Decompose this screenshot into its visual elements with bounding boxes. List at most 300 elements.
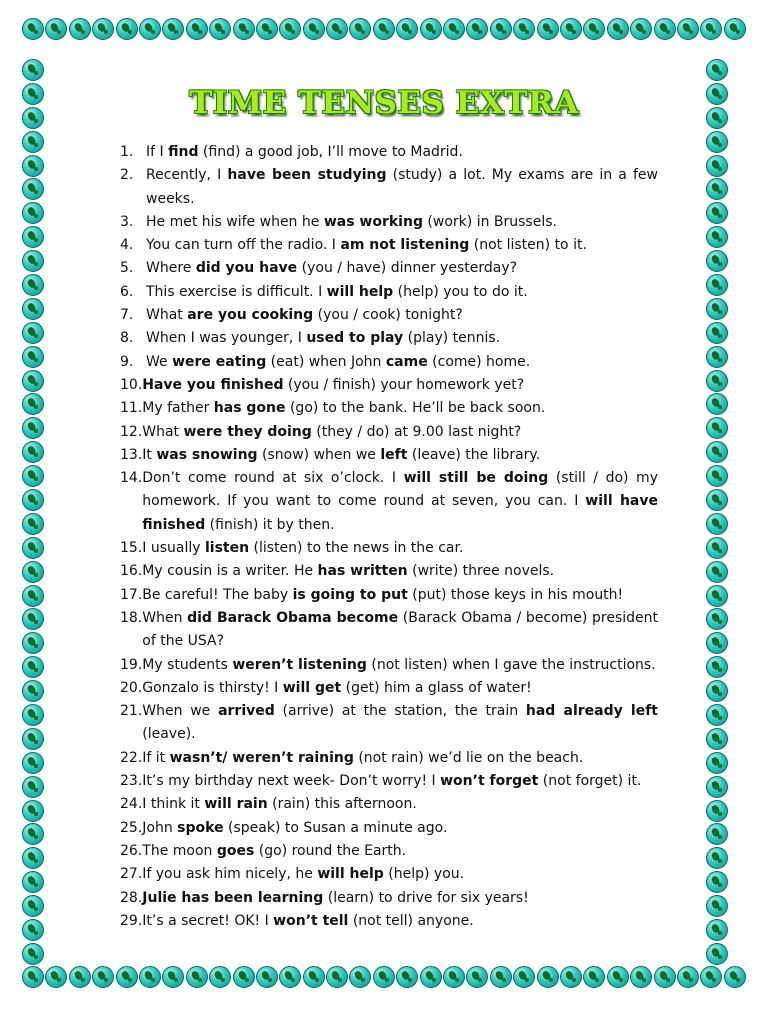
- exercise-number: 4.: [120, 237, 134, 254]
- globe-icon: [326, 966, 348, 988]
- sentence-text: I think it: [142, 796, 205, 813]
- sentence-text: It’s a secret! OK! I: [142, 912, 274, 929]
- globe-icon: [443, 966, 465, 988]
- globe-icon: [706, 346, 728, 368]
- globe-icon: [22, 226, 44, 248]
- globe-icon: [420, 966, 442, 988]
- sentence-text: (finish) it by then.: [205, 516, 335, 533]
- sentence-text: (still / do) my homework. If you want to come round at seven, you can. I: [142, 470, 658, 510]
- page-title: TIME TENSES EXTRA: [189, 85, 579, 121]
- globe-icon: [706, 704, 728, 726]
- globe-icon: [22, 752, 44, 774]
- exercise-item: [120, 863, 658, 886]
- globe-icon: [22, 322, 44, 344]
- globe-icon: [22, 155, 44, 177]
- answer-text: will help: [317, 866, 384, 883]
- exercise-number: 1.: [120, 144, 134, 160]
- globe-icon: [22, 178, 44, 200]
- exercise-number: 25.: [120, 819, 143, 836]
- answer-text: have been studying: [227, 167, 387, 184]
- globe-icon: [22, 370, 44, 392]
- globe-icon: [677, 18, 699, 40]
- globe-icon: [139, 966, 161, 988]
- sentence-text: You can turn off the radio. I: [146, 237, 341, 254]
- exercise-item: [120, 910, 658, 933]
- sentence-text: (go) round the Earth.: [254, 842, 407, 859]
- answer-text: has written: [317, 563, 408, 580]
- globe-icon: [303, 966, 325, 988]
- exercise-number: 28.: [120, 889, 143, 906]
- exercise-number: 5.: [120, 260, 134, 277]
- sentence-text: Don’t come round at six o’clock. I: [142, 470, 404, 487]
- globe-icon: [706, 847, 728, 869]
- globe-icon: [700, 18, 722, 40]
- exercise-sentence: [142, 840, 658, 863]
- globe-icon: [706, 632, 728, 654]
- sentence-text: What: [142, 423, 184, 440]
- sentence-text: If you ask him nicely, he: [142, 866, 318, 883]
- globe-icon: [349, 18, 371, 40]
- sentence-text: My students: [142, 656, 233, 673]
- globe-icon: [22, 441, 44, 463]
- sentence-text: (rain) this afternoon.: [267, 796, 417, 813]
- globe-icon: [326, 18, 348, 40]
- sentence-text: (not tell) anyone.: [348, 912, 474, 929]
- globe-icon: [706, 776, 728, 798]
- exercise-sentence: [142, 560, 658, 583]
- exercise-item: [120, 281, 658, 304]
- answer-text: were they doing: [183, 423, 312, 440]
- exercise-sentence: [146, 304, 658, 327]
- globe-icon: [22, 943, 44, 965]
- globe-icon: [706, 489, 728, 511]
- globe-icon: [706, 537, 728, 559]
- sentence-text: (help) you.: [383, 866, 465, 883]
- exercise-sentence: [146, 141, 658, 164]
- globe-icon: [706, 895, 728, 917]
- globe-icon: [209, 18, 231, 40]
- globe-icon: [22, 131, 44, 153]
- globe-icon: [706, 871, 728, 893]
- sentence-text: He met his wife when he: [146, 213, 324, 230]
- globe-icon: [724, 18, 746, 40]
- answer-text: will get: [282, 679, 342, 696]
- globe-icon: [706, 322, 728, 344]
- sentence-text: (write) three novels.: [407, 563, 555, 580]
- exercise-number: 3.: [120, 213, 134, 230]
- globe-icon: [45, 18, 67, 40]
- globe-icon: [69, 18, 91, 40]
- exercise-number: 17.: [120, 586, 143, 603]
- globe-icon: [233, 18, 255, 40]
- exercise-number: 13.: [120, 446, 143, 463]
- exercise-item: [120, 444, 658, 467]
- globe-icon: [607, 18, 629, 40]
- exercise-number: 2.: [120, 167, 134, 184]
- globe-icon: [706, 178, 728, 200]
- answer-text: did Barack Obama become: [187, 609, 399, 626]
- globe-icon: [22, 393, 44, 415]
- exercise-number: 18.: [120, 609, 143, 626]
- exercise-item: [120, 747, 658, 770]
- globe-border-top: [22, 18, 746, 58]
- sentence-text: It: [142, 446, 157, 463]
- globe-icon: [396, 966, 418, 988]
- sentence-text: (work) in Brussels.: [422, 213, 557, 230]
- answer-text: wasn’t/ weren’t raining: [169, 749, 354, 766]
- globe-icon: [560, 18, 582, 40]
- globe-icon: [607, 966, 629, 988]
- exercise-item: [120, 770, 658, 793]
- globe-icon: [162, 966, 184, 988]
- sentence-text: Where: [146, 260, 196, 277]
- exercise-sentence: [142, 607, 658, 654]
- globe-icon: [706, 561, 728, 583]
- exercise-item: [120, 654, 658, 677]
- sentence-text: The moon: [142, 842, 217, 859]
- globe-icon: [186, 966, 208, 988]
- globe-icon: [22, 465, 44, 487]
- exercise-sentence: [142, 397, 658, 420]
- exercise-sentence: [142, 770, 658, 793]
- globe-icon: [706, 250, 728, 272]
- sentence-text: (get) him a glass of water!: [341, 679, 532, 696]
- globe-icon: [443, 18, 465, 40]
- exercise-number: 24.: [120, 796, 143, 813]
- exercise-item: [120, 257, 658, 280]
- sentence-text: (speak) to Susan a minute ago.: [223, 819, 448, 836]
- globe-icon: [706, 800, 728, 822]
- globe-icon: [22, 728, 44, 750]
- globe-icon: [22, 919, 44, 941]
- answer-text: is going to put: [292, 586, 408, 603]
- globe-icon: [706, 728, 728, 750]
- globe-icon: [560, 966, 582, 988]
- globe-icon: [22, 298, 44, 320]
- sentence-text: My cousin is a writer. He: [142, 563, 318, 580]
- globe-border-bottom: [22, 966, 746, 1006]
- exercise-sentence: [142, 910, 658, 933]
- exercise-sentence: [146, 234, 658, 257]
- globe-icon: [186, 18, 208, 40]
- exercise-item: [120, 607, 658, 654]
- globe-icon: [22, 202, 44, 224]
- sentence-text: (go) to the bank. He’ll be back soon.: [285, 400, 546, 417]
- exercise-sentence: [142, 467, 658, 537]
- answer-text: arrived: [218, 703, 275, 720]
- exercise-number: 6.: [120, 283, 134, 300]
- sentence-text: When I was younger, I: [146, 330, 307, 347]
- globe-icon: [22, 632, 44, 654]
- sentence-text: I usually: [142, 540, 205, 557]
- exercise-sentence: [146, 211, 658, 234]
- globe-icon: [583, 966, 605, 988]
- globe-icon: [69, 966, 91, 988]
- globe-icon: [706, 943, 728, 965]
- exercise-item: [120, 211, 658, 234]
- globe-icon: [706, 274, 728, 296]
- globe-icon: [22, 823, 44, 845]
- globe-icon: [706, 823, 728, 845]
- globe-icon: [162, 18, 184, 40]
- answer-text: used to play: [306, 330, 404, 347]
- globe-icon: [724, 966, 746, 988]
- globe-icon: [706, 656, 728, 678]
- exercise-item: [120, 700, 658, 747]
- exercise-sentence: [142, 421, 658, 444]
- globe-icon: [373, 18, 395, 40]
- globe-icon: [22, 417, 44, 439]
- answer-text: had already left: [525, 703, 658, 720]
- exercise-number: 16.: [120, 563, 143, 580]
- exercise-item: [120, 677, 658, 700]
- answer-text: are you cooking: [187, 307, 314, 324]
- sentence-text: (they / do) at 9.00 last night?: [311, 423, 522, 440]
- exercise-number: 15.: [120, 540, 143, 557]
- globe-icon: [706, 441, 728, 463]
- globe-icon: [706, 608, 728, 630]
- globe-icon: [706, 59, 728, 81]
- exercise-number: 7.: [120, 307, 134, 324]
- answer-text: find: [168, 144, 199, 160]
- globe-icon: [466, 18, 488, 40]
- sentence-text: (not forget) it.: [538, 773, 642, 790]
- globe-icon: [706, 298, 728, 320]
- exercise-sentence: [146, 351, 658, 374]
- globe-icon: [256, 18, 278, 40]
- answer-text: weren’t listening: [232, 656, 367, 673]
- sentence-text: (leave).: [142, 726, 196, 743]
- exercise-number: 12.: [120, 423, 143, 440]
- globe-icon: [92, 18, 114, 40]
- sentence-text: (find) a good job, I’ll move to Madrid.: [198, 144, 463, 160]
- globe-icon: [22, 776, 44, 798]
- exercise-item: [120, 374, 658, 397]
- sentence-text: What: [146, 307, 188, 324]
- globe-icon: [22, 871, 44, 893]
- globe-icon: [22, 895, 44, 917]
- sentence-text: (arrive) at the station, the train: [274, 703, 526, 720]
- exercise-sentence: [142, 817, 658, 840]
- sentence-text: (eat) when John: [266, 353, 386, 370]
- exercise-item: [120, 164, 658, 211]
- exercise-number: 9.: [120, 353, 134, 370]
- answer-text: will still be doing: [403, 470, 549, 487]
- exercise-number: 10.: [120, 376, 143, 393]
- sentence-text: (play) tennis.: [403, 330, 501, 347]
- sentence-text: (Barack Obama / become) president of the USA?: [142, 609, 658, 650]
- globe-icon: [706, 393, 728, 415]
- sentence-text: (not listen) when I gave the instructions.: [366, 656, 656, 673]
- answer-text: won’t tell: [273, 912, 349, 929]
- globe-icon: [209, 966, 231, 988]
- globe-icon: [279, 966, 301, 988]
- sentence-text: (come) home.: [427, 353, 531, 370]
- answer-text: spoke: [177, 819, 224, 836]
- answer-text: was snowing: [156, 446, 258, 463]
- answer-text: left: [380, 446, 408, 463]
- answer-text: will rain: [204, 796, 268, 813]
- globe-icon: [22, 274, 44, 296]
- sentence-text: (learn) to drive for six years!: [323, 889, 529, 906]
- globe-icon: [583, 18, 605, 40]
- globe-icon: [139, 18, 161, 40]
- answer-text: did you have: [195, 260, 298, 277]
- globe-icon: [22, 537, 44, 559]
- globe-icon: [706, 585, 728, 607]
- sentence-text: (listen) to the news in the car.: [249, 540, 464, 557]
- globe-icon: [706, 202, 728, 224]
- globe-icon: [22, 704, 44, 726]
- exercise-number: 22.: [120, 749, 143, 766]
- globe-icon: [706, 370, 728, 392]
- exercise-item: [120, 304, 658, 327]
- globe-icon: [22, 250, 44, 272]
- sentence-text: Recently, I: [146, 167, 228, 184]
- sentence-text: (study) a lot. My exams are in a few weeks.: [146, 167, 658, 207]
- exercise-sentence: [142, 887, 658, 910]
- answer-text: listen: [204, 540, 250, 557]
- sentence-text: (not rain) we’d lie on the beach.: [353, 749, 584, 766]
- globe-border-right: [706, 58, 746, 966]
- globe-icon: [706, 680, 728, 702]
- exercise-number: 23.: [120, 773, 143, 790]
- exercise-sentence: [142, 863, 658, 886]
- globe-icon: [706, 465, 728, 487]
- sentence-text: (you / finish) your homework yet?: [283, 376, 525, 393]
- globe-icon: [706, 752, 728, 774]
- globe-icon: [22, 847, 44, 869]
- exercise-item: [120, 421, 658, 444]
- answer-text: goes: [216, 842, 255, 859]
- exercise-sentence: [146, 327, 658, 350]
- sentence-text: (not listen) to it.: [469, 237, 587, 254]
- sentence-text: (you / cook) tonight?: [313, 307, 463, 324]
- answer-text: came: [385, 353, 428, 370]
- globe-icon: [700, 966, 722, 988]
- sentence-text: Gonzalo is thirsty! I: [142, 679, 283, 696]
- answer-text: were eating: [172, 353, 267, 370]
- exercise-sentence: [142, 747, 658, 770]
- globe-icon: [116, 966, 138, 988]
- answer-text: Have you finished: [142, 376, 284, 393]
- globe-icon: [706, 226, 728, 248]
- exercise-item: [120, 234, 658, 257]
- sentence-text: It’s my birthday next week- Don’t worry! I: [142, 773, 441, 790]
- globe-icon: [22, 800, 44, 822]
- sentence-text: (leave) the library.: [407, 446, 541, 463]
- exercise-item: [120, 537, 658, 560]
- exercise-sentence: [146, 281, 658, 304]
- globe-icon: [22, 346, 44, 368]
- exercise-item: [120, 141, 658, 164]
- exercise-item: [120, 467, 658, 537]
- exercise-number: 8.: [120, 330, 134, 347]
- globe-icon: [373, 966, 395, 988]
- sentence-text: We: [146, 353, 173, 370]
- globe-icon: [22, 18, 44, 40]
- exercise-number: 19.: [120, 656, 143, 673]
- globe-icon: [537, 966, 559, 988]
- globe-icon: [22, 513, 44, 535]
- globe-icon: [22, 489, 44, 511]
- globe-icon: [706, 417, 728, 439]
- exercise-list: [120, 141, 658, 933]
- answer-text: won’t forget: [440, 773, 539, 790]
- exercise-sentence: [142, 677, 658, 700]
- exercise-sentence: [142, 654, 658, 677]
- sentence-text: When: [142, 609, 188, 626]
- globe-icon: [706, 155, 728, 177]
- sentence-text: (snow) when we: [257, 446, 381, 463]
- globe-icon: [279, 18, 301, 40]
- answer-text: was working: [323, 213, 423, 230]
- exercise-number: 27.: [120, 866, 143, 883]
- exercise-number: 11.: [120, 400, 143, 417]
- globe-icon: [256, 966, 278, 988]
- globe-icon: [420, 18, 442, 40]
- globe-icon: [706, 513, 728, 535]
- globe-icon: [513, 966, 535, 988]
- exercise-sentence: [146, 164, 658, 211]
- sentence-text: (put) those keys in his mouth!: [407, 586, 624, 603]
- sentence-text: (you / have) dinner yesterday?: [297, 260, 518, 277]
- answer-text: Julie has been learning: [142, 889, 324, 906]
- globe-icon: [22, 585, 44, 607]
- sentence-text: When we: [142, 703, 219, 720]
- globe-icon: [537, 18, 559, 40]
- globe-icon: [22, 59, 44, 81]
- exercise-item: [120, 793, 658, 816]
- globe-icon: [22, 680, 44, 702]
- exercise-item: [120, 351, 658, 374]
- exercise-number: 21.: [120, 703, 143, 720]
- exercise-number: 20.: [120, 679, 143, 696]
- answer-text: am not listening: [340, 237, 470, 254]
- globe-icon: [630, 966, 652, 988]
- exercise-item: [120, 817, 658, 840]
- globe-icon: [654, 966, 676, 988]
- globe-icon: [490, 18, 512, 40]
- globe-icon: [490, 966, 512, 988]
- exercise-sentence: [142, 444, 658, 467]
- globe-icon: [706, 919, 728, 941]
- globe-icon: [466, 966, 488, 988]
- globe-icon: [513, 18, 535, 40]
- globe-icon: [630, 18, 652, 40]
- exercise-sentence: [142, 584, 658, 607]
- globe-icon: [22, 656, 44, 678]
- sentence-text: My father: [142, 400, 214, 417]
- sentence-text: (help) you to do it.: [393, 283, 528, 300]
- globe-icon: [303, 18, 325, 40]
- exercise-number: 14.: [120, 470, 143, 487]
- globe-icon: [654, 18, 676, 40]
- globe-icon: [233, 966, 255, 988]
- exercise-number: 29.: [120, 912, 143, 929]
- globe-icon: [706, 131, 728, 153]
- exercise-sentence: [146, 257, 658, 280]
- sentence-text: If I: [146, 144, 169, 160]
- globe-border-left: [22, 58, 62, 966]
- exercise-item: [120, 584, 658, 607]
- sentence-text: Be careful! The baby: [142, 586, 293, 603]
- globe-icon: [349, 966, 371, 988]
- globe-icon: [116, 18, 138, 40]
- globe-icon: [677, 966, 699, 988]
- exercise-item: [120, 887, 658, 910]
- exercise-number: 26.: [120, 842, 143, 859]
